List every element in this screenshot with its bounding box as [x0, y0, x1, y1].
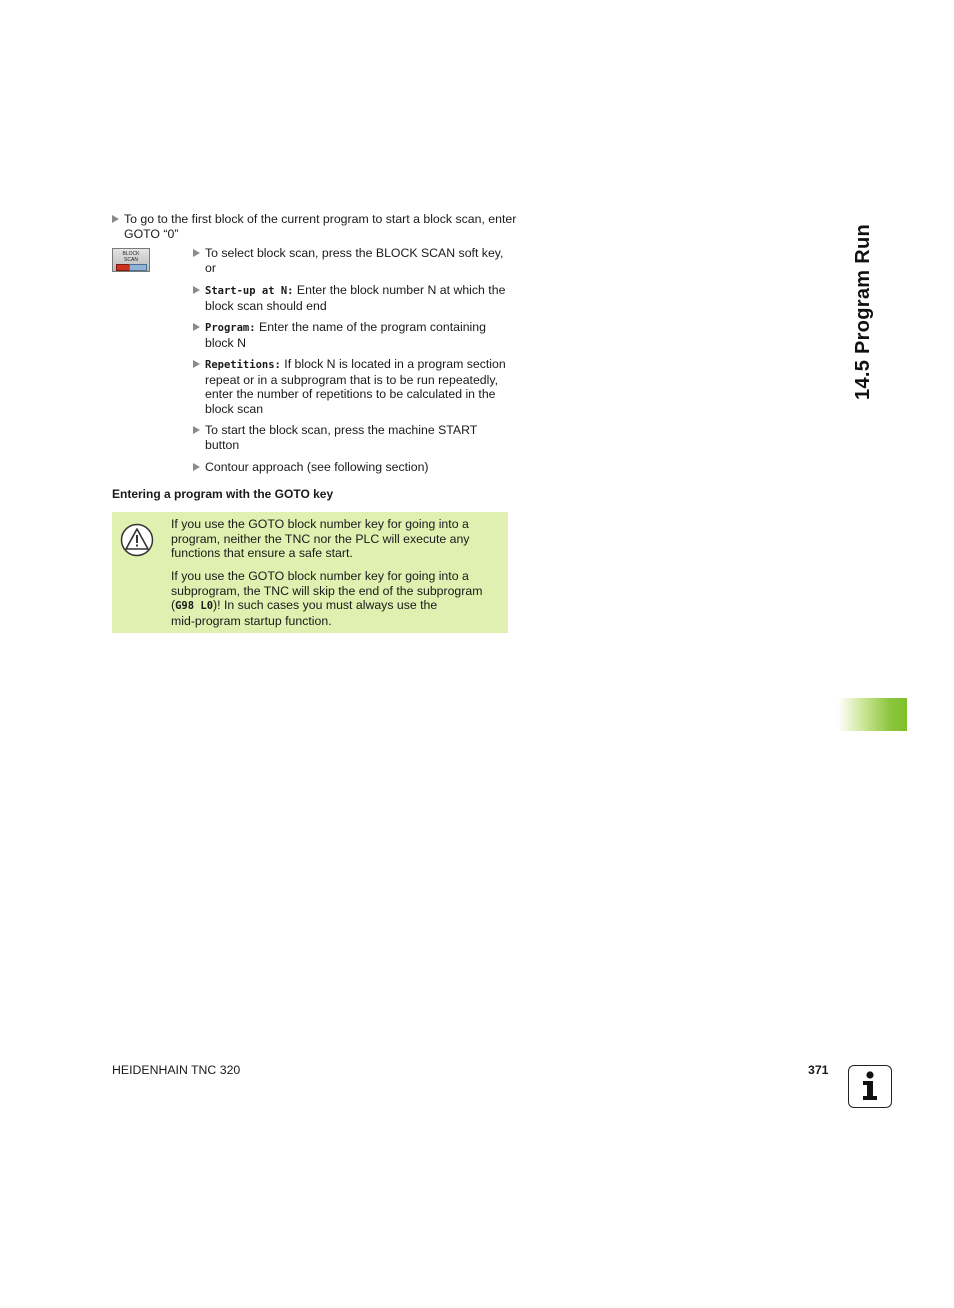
info-i-glyph-icon	[849, 1066, 890, 1106]
note-paragraph-2: If you use the GOTO block number key for going into a subprogram, the TNC will skip the end of the subprogram (G98 L0)! In such cases you must always use the mid-program startup function.	[171, 569, 483, 628]
step-program: Program: Enter the name of the program containing block N	[193, 320, 525, 350]
softkey-label-line1: BLOCK	[122, 251, 140, 257]
subheading: Entering a program with the GOTO key	[112, 487, 334, 501]
info-icon	[848, 1065, 892, 1108]
bullet-triangle-icon	[193, 360, 200, 368]
warning-icon	[120, 523, 154, 557]
bullet-triangle-icon	[193, 323, 200, 331]
step-start-up-at-n: Start-up at N: Enter the block number N at which the block scan should end	[193, 283, 525, 313]
step-select-block-scan: To select block scan, press the BLOCK SCAN soft key, or	[193, 246, 525, 275]
section-title: 14.5 Program Run	[851, 223, 874, 400]
softkey-label-line2: SCAN	[124, 257, 138, 263]
chapter-tab-marker	[838, 698, 907, 731]
code-label: G98 L0	[175, 600, 214, 612]
step-contour-approach: Contour approach (see following section)	[193, 460, 525, 475]
note-paragraph-1: If you use the GOTO block number key for going into a program, neither the TNC nor the PLC will execute any functions that ensure a safe start.	[171, 517, 470, 560]
code-label: Program:	[205, 322, 256, 334]
softkey-blue-indicator	[129, 264, 147, 271]
block-scan-softkey-icon	[112, 248, 150, 272]
code-label: Start-up at N:	[205, 285, 294, 297]
footer-product: HEIDENHAIN TNC 320	[112, 1063, 241, 1077]
warning-note	[112, 512, 508, 633]
bullet-triangle-icon	[193, 463, 200, 471]
bullet-triangle-icon	[193, 426, 200, 434]
step-repetitions: Repetitions: If block N is located in a program section repeat or in a subprogram that is to be run repeatedly, enter the number of repetitions to be calculated in the block scan	[193, 357, 525, 416]
page-number: 371	[808, 1063, 829, 1077]
bullet-triangle-icon	[193, 286, 200, 294]
softkey-red-indicator	[116, 264, 130, 271]
bullet-triangle-icon	[193, 249, 200, 257]
intro-item: To go to the first block of the current program to start a block scan, enter GOTO “0”	[112, 212, 524, 241]
bullet-triangle-icon	[112, 215, 119, 223]
step-start-block-scan: To start the block scan, press the machine START button	[193, 423, 525, 452]
code-label: Repetitions:	[205, 359, 281, 371]
